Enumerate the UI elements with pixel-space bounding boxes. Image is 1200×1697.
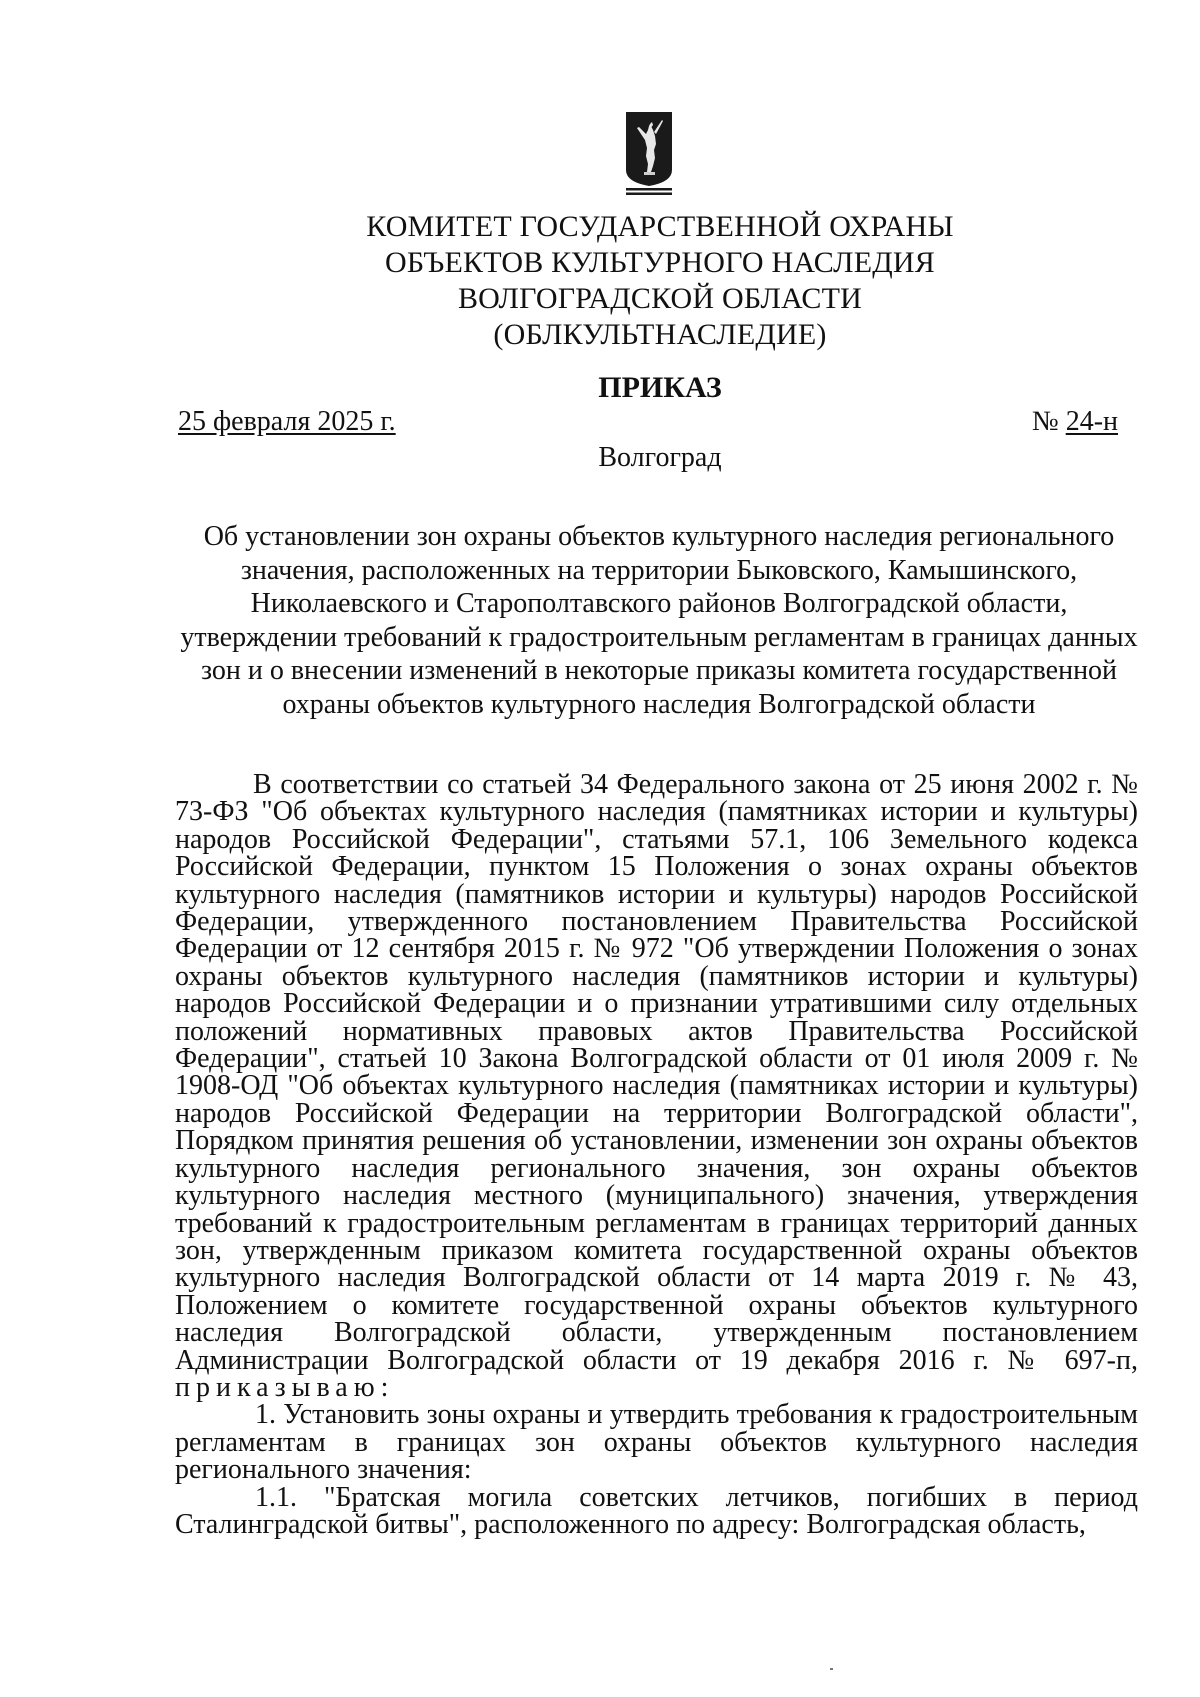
body-item-1-1: 1.1. "Братская могила советских летчиков, погибших в период Сталинградской битвы", расположенного по адресу: Волгоградская область, (175, 1481, 1138, 1540)
order-command: приказываю: (175, 1371, 395, 1403)
order-subject: Об установлении зон охраны объектов культурного наследия регионального значения, расположенных на территории Быковского, Камышинского, Николаевского и Старополтавского районов Волгоградской области, утверждении требований к градостроительным регламентам в границах данных зон и о внесении изменений в некоторые приказы комитета государственной охраны объектов культурного наследия Волгоградской области (180, 521, 1138, 720)
order-number-value: 24-н (1065, 406, 1118, 437)
org-line: КОМИТЕТ ГОСУДАРСТВЕННОЙ ОХРАНЫ (366, 210, 954, 243)
body-item-1: 1. Установить зоны охраны и утвердить требования к градостроительным регламентам в границах зон охраны объектов культурного наследия регионального значения: (175, 1399, 1138, 1486)
scan-speck (830, 1668, 833, 1670)
volgograd-region-emblem-icon (624, 110, 674, 196)
order-number (1032, 405, 1118, 439)
order-body (175, 771, 1138, 1538)
order-city: Волгоград (598, 442, 722, 473)
preamble-text: В соответствии со статьей 34 Федерального закона от 25 июня 2002 г. № 73-ФЗ "Об объектах культурного наследия (памятниках истории и культуры) народов Российской Федерации", статьями 57.1, 106 Земельного кодекса Российской Федерации, пунктом 15 Положения о зонах охраны объектов культурного наследия (памятников истории и культуры) народов Российской Федерации, утвержденного постановлением Правительства Российской Федерации от 12 сентября 2015 г. № 972 "Об утверждении Положения о зонах охраны объектов культурного наследия (памятников истории и культуры) народов Российской Федерации и о признании утратившими силу отдельных положений нормативных правовых актов Правительства Российской Федерации", статьей 10 Закона Волгоградской области от 01 июля 2009 г. № 1908-ОД "Об объектах культурного наследия (памятниках истории и культуры) народов Российской Федерации на территории Волгоградской области", Порядком принятия решения об установлении, изменении зон охраны объектов культурного наследия регионального значения, зон охраны объектов культурного наследия местного (муниципального) значения, утверждения требований к градостроительным регламентам в границах территорий данных зон, утвержденным приказом комитета государственной охраны объектов культурного наследия Волгоградской области от 14 марта 2019 г. № 43, Положением о комитете государственной охраны объектов культурного наследия Волгоградской области, утвержденным постановлением Администрации Волгоградской области от 19 декабря 2016 г. № 697-п, (175, 769, 1138, 1376)
organization-title (330, 209, 990, 353)
order-number-prefix: № (1031, 406, 1066, 437)
document-type: ПРИКАЗ (598, 371, 722, 404)
body-preamble (175, 771, 1138, 1401)
order-date: 25 февраля 2025 г. (178, 406, 396, 437)
org-line: ВОЛГОГРАДСКОЙ ОБЛАСТИ (457, 282, 863, 315)
org-line: (ОБЛКУЛЬТНАСЛЕДИЕ) (493, 318, 827, 351)
org-line: ОБЪЕКТОВ КУЛЬТУРНОГО НАСЛЕДИЯ (384, 246, 935, 279)
